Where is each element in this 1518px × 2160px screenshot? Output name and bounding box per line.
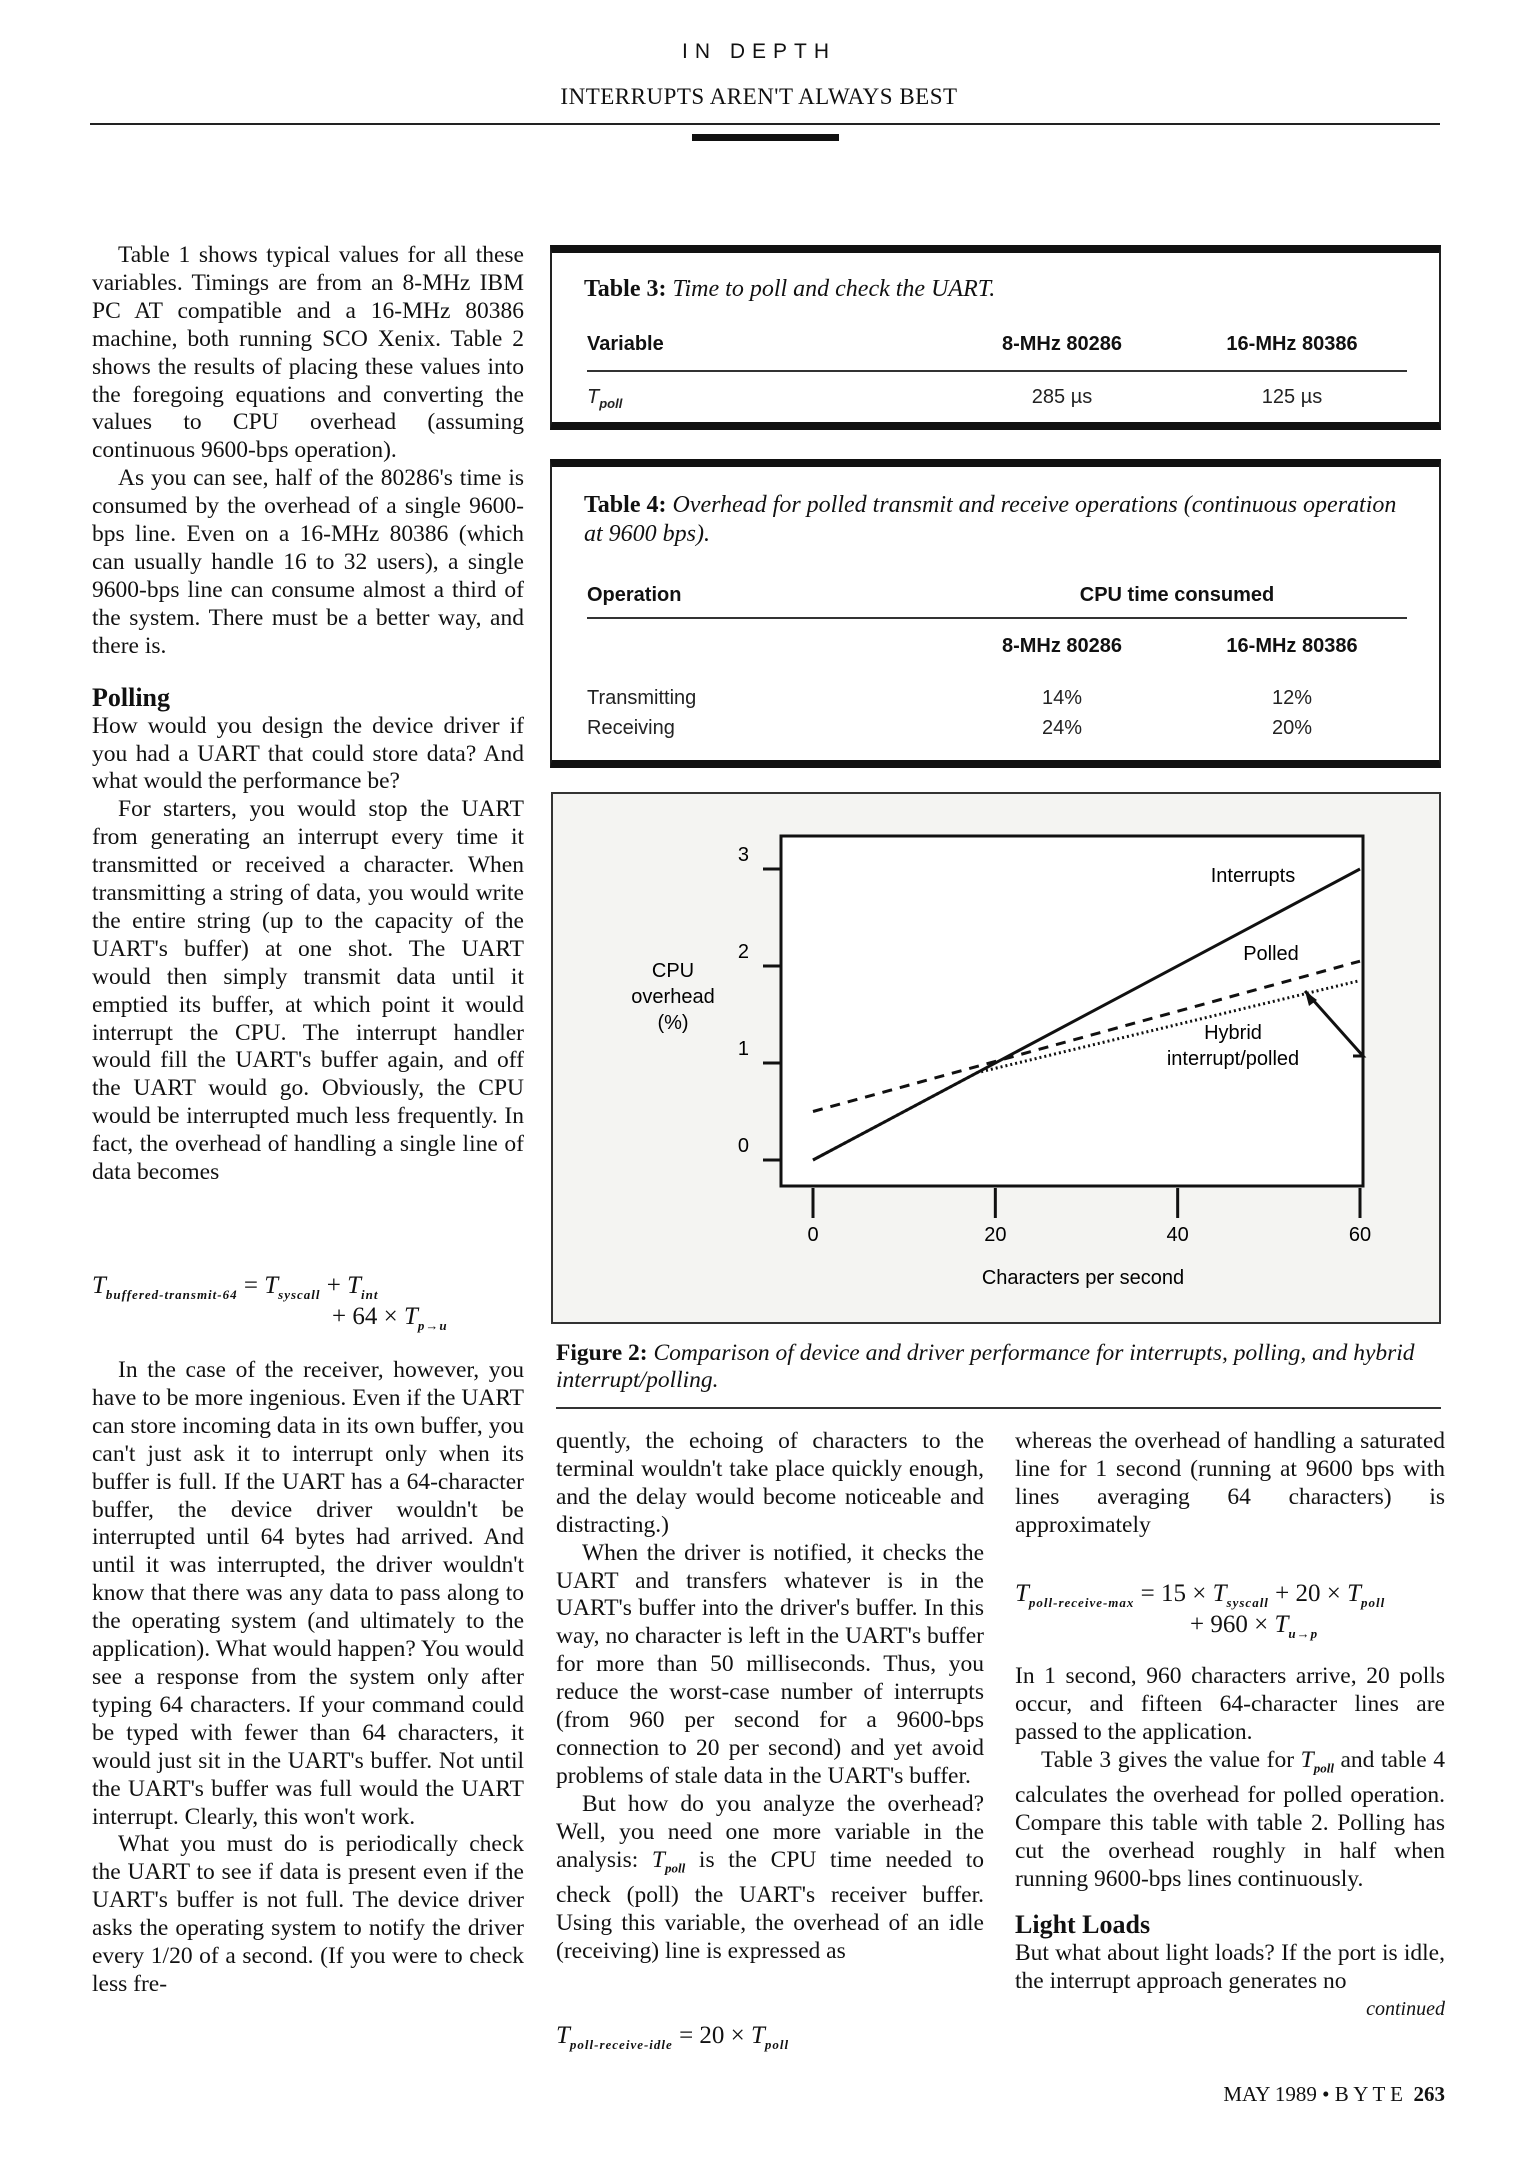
table-cell: 285 µs <box>1031 386 1093 408</box>
issue-label: MAY 1989 • B Y T E <box>1223 2082 1403 2106</box>
paragraph: As you can see, half of the 80286's time is consumed by the overhead of a single 9600-bps line. Even on a 16-MHz 80386 (which can usually handle 16 to 32 users), a single 9600-bps line can consume almost a third of the system. There must be a better way, and there is. <box>92 465 524 659</box>
plot-area <box>781 836 1363 1186</box>
table-cell: 24% <box>1041 717 1083 739</box>
equation-poll-receive-idle: $T_{poll-receive-idle} = 20 \times T_{poll}$ <box>556 2022 790 2052</box>
column-header: 16-MHz 80386 <box>1226 333 1358 355</box>
y-tick-label: 3 <box>737 844 749 866</box>
y-tick-label: 0 <box>737 1135 749 1157</box>
column-header: 16-MHz 80386 <box>1226 635 1358 657</box>
x-tick-label: 40 <box>1166 1224 1189 1246</box>
right-column-lower <box>1015 1663 1445 2024</box>
x-tick-label: 0 <box>807 1224 819 1246</box>
paragraph: whereas the overhead of handling a saturated line for 1 second (running at 9600 bps with lines averaging 64 characters) is approximately <box>1015 1428 1445 1538</box>
table-cell: 14% <box>1041 687 1083 709</box>
column-header: Variable <box>587 333 664 355</box>
paragraph: Table 1 shows typical values for all these variables. Timings are from an 8-MHz IBM PC AT compatible and a 16-MHz 80386 machine, both running SCO Xenix. Table 2 shows the results of placing these values into the foregoing equations and converting the values to CPU overhead (assuming continuous 9600-bps operation). <box>92 242 524 464</box>
left-column-lower <box>92 1357 524 1999</box>
y-tick-label: 2 <box>737 941 749 963</box>
table-cell: 125 µs <box>1261 386 1323 408</box>
paragraph: quently, the echoing of characters to the terminal wouldn't take place quickly enough, and the delay would become noticeable and distracting.) <box>556 1428 984 1538</box>
paragraph: In the case of the receiver, however, you have to be more ingenious. Even if the UART can store incoming data in its own buffer, you can't just ask it to interrupt only when its buffer is full. If the UART has a 64-character buffer, the device driver wouldn't be interrupted until 64 bytes had arrived. And until it was interrupted, the driver wouldn't know that there was any data to pass along to the operating system (and ultimately to the application). What would happen? You would see a response from the system only after typing 64 characters. If your command could be typed with fewer than 64 characters, it would just sit in the UART's buffer. Not until the UART's buffer was full would the UART interrupt. Clearly, this won't work. <box>92 1357 524 1830</box>
x-axis-label: Characters per second <box>981 1267 1185 1289</box>
caption-rule <box>556 1407 1441 1409</box>
column-header: 8-MHz 80286 <box>1001 333 1123 355</box>
equation-poll-receive-max: $T_{poll-receive-max} = 15 \times T_{syscall} + 20 \times T_{poll}$ + $960 \times T_{u\to p}$ <box>1015 1580 1386 1641</box>
table-cell: Receiving <box>587 717 675 739</box>
page-footer <box>1100 2082 1445 2107</box>
section-heading: Light Loads <box>1015 1909 1151 1939</box>
paragraph: Table 3 gives the value for $T_{poll}$ and table 4 calculates the overhead for polled operation. Compare this table with table 2. Polling has cut the overhead roughly in half when running 9600-bps lines continuously. <box>1015 1746 1445 1893</box>
column-group-header: CPU time consumed <box>1079 584 1275 606</box>
paragraph: In 1 second, 960 characters arrive, 20 polls occur, and fifteen 64-character lines are passed to the application. <box>1015 1663 1445 1745</box>
table-3 <box>550 245 1441 430</box>
table-cell: 20% <box>1271 717 1313 739</box>
right-column <box>1015 1428 1445 1540</box>
paragraph: How would you design the device driver if you had a UART that could store data? And what would the performance be? <box>92 712 524 795</box>
y-axis-label-line: (%) <box>657 1012 689 1034</box>
column-header: Operation <box>587 584 682 606</box>
series-label-polled: Polled <box>1243 943 1299 965</box>
column-header: 8-MHz 80286 <box>1001 635 1123 657</box>
page-number: 263 <box>1413 2082 1445 2106</box>
y-axis-label-line: overhead <box>631 986 715 1008</box>
section-kicker: IN DEPTH <box>681 40 836 63</box>
x-tick-label: 20 <box>984 1224 1007 1246</box>
header-rule <box>90 123 1440 125</box>
table-title: Table 3: Time to poll and check the UART. <box>584 276 996 302</box>
paragraph: When the driver is notified, it checks the UART and transfers whatever is in the UART's buffer into the driver's buffer. In this way, no character is left in the UART's buffer for more than 50 milliseconds. Thus, you reduce the worst-case number of interrupts (from 960 per second for a 9600-bps connection to 20 per second) and yet avoid problems of stale data in the UART's buffer. <box>556 1539 984 1789</box>
x-tick-label: 60 <box>1348 1224 1372 1246</box>
continued-note: continued <box>1366 1997 1445 2020</box>
paragraph: For starters, you would stop the UART from generating an interrupt every time it transmitted or received a character. When transmitting a string of data, you would write the entire string (up to the capacity of the UART's buffer) at one shot. The UART would then simply transmit data until it emptied its buffer, at which point it would interrupt the CPU. The interrupt handler would fill the UART's buffer again, and off the UART would go. Obviously, the CPU would be interrupted much less frequently. In fact, the overhead of handling a single line of data becomes <box>92 796 524 1186</box>
y-tick-label: 1 <box>737 1038 749 1060</box>
table-title: Table 4: Overhead for polled transmit and receive operations (continuous operation at 9600 bps). <box>584 492 1397 547</box>
equation-buffered-transmit: $T_{buffered-transmit-64} = T_{syscall} + T_{int}$ + $64 \times T_{p\to u}$ <box>92 1272 448 1333</box>
middle-column <box>556 1428 984 1966</box>
y-axis-label-line: CPU <box>651 960 695 982</box>
table-cell: Transmitting <box>587 687 697 709</box>
line-chart <box>553 794 1443 1326</box>
header-bar <box>692 134 839 141</box>
figure-caption: Figure 2: Comparison of device and driver performance for interrupts, polling, and hybrid interrupt/polling. <box>556 1340 1415 1393</box>
figure-2 <box>551 792 1441 1324</box>
paragraph: But how do you analyze the overhead? Well, you need one more variable in the analysis: $T_{poll}$ is the CPU time needed to check (poll) the UART's receiver buffer. Using this variable, the overhead of an idle (receiving) line is expressed as <box>556 1790 984 1964</box>
paragraph: But what about light loads? If the port is idle, the interrupt approach generates no <box>1015 1939 1445 1994</box>
table-cell: $T_{poll}$ <box>587 386 623 411</box>
table-cell: 12% <box>1271 687 1313 709</box>
series-label-hybrid: interrupt/polled <box>1166 1048 1300 1070</box>
series-label-interrupts: Interrupts <box>1210 865 1296 887</box>
left-column <box>92 242 524 1187</box>
table-4 <box>550 459 1441 768</box>
series-label-hybrid: Hybrid <box>1204 1022 1262 1044</box>
paragraph: What you must do is periodically check the UART to see if data is present even if the UART's buffer is not full. The device driver asks the operating system to notify the driver every 1/20 of a second. (If you were to check less fre- <box>92 1831 524 1997</box>
section-heading: Polling <box>92 682 171 712</box>
running-headline: INTERRUPTS AREN'T ALWAYS BEST <box>560 84 958 109</box>
